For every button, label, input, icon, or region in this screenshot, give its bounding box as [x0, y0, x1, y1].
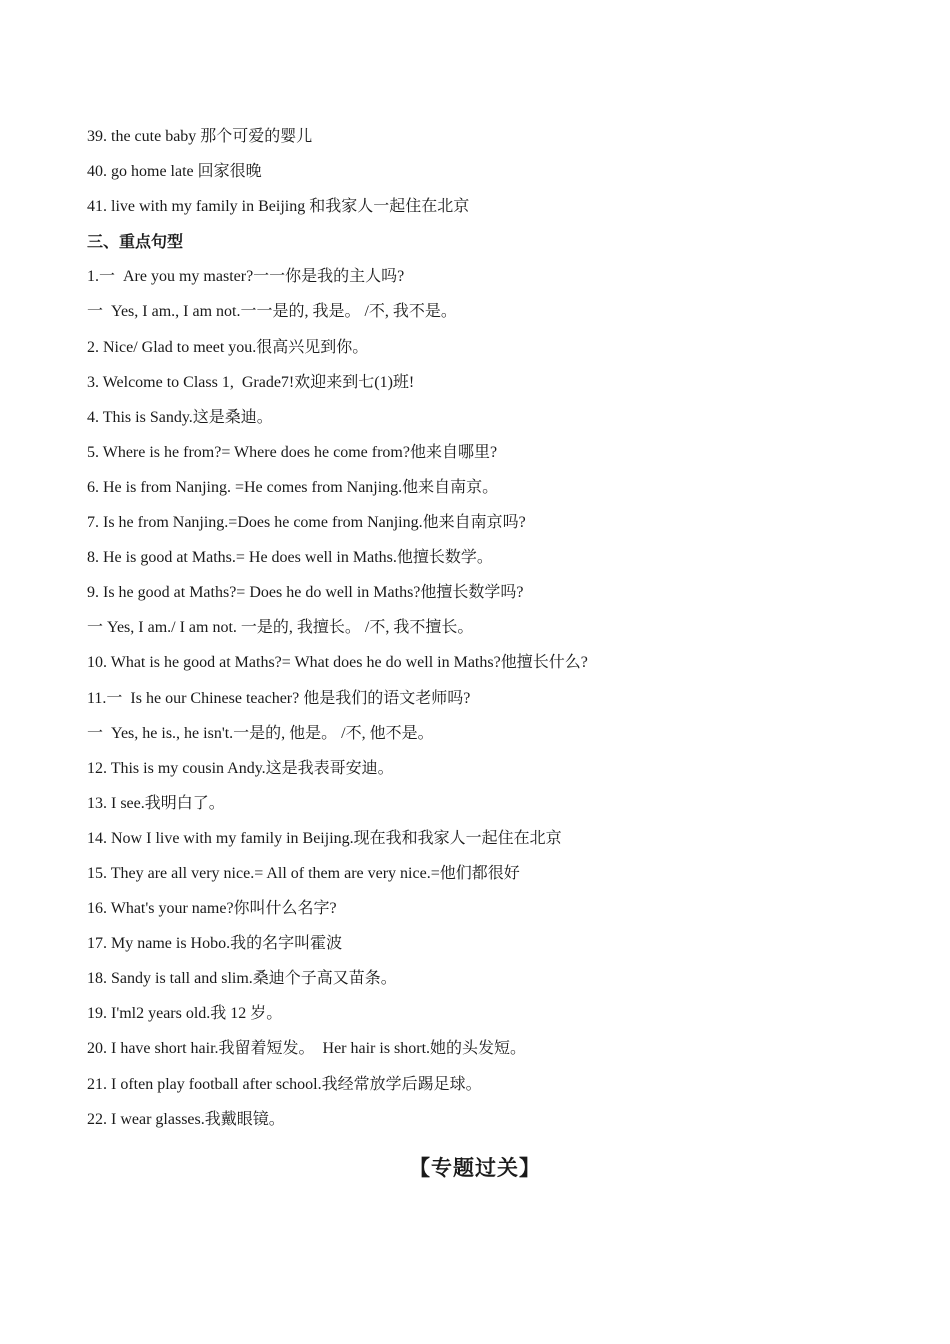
- sentence-line: 10. What is he good at Maths?= What does he do well in Maths?他擅长什么?: [87, 654, 588, 672]
- sentence-line: 一 Yes, I am./ I am not. 一是的, 我擅长。 /不, 我不擅长。: [87, 619, 474, 637]
- sentence-line: 20. I have short hair.我留着短发。 Her hair is short.她的头发短。: [87, 1040, 527, 1058]
- sentence-line: 14. Now I live with my family in Beijing.现在我和我家人一起住在北京: [87, 829, 562, 847]
- sentence-line: 16. What's your name?你叫什么名字?: [87, 900, 337, 918]
- sentence-line: 2. Nice/ Glad to meet you.很高兴见到你。: [87, 338, 369, 356]
- sentence-line: 19. I'ml2 years old.我 12 岁。: [87, 1005, 283, 1023]
- sentence-line: 6. He is from Nanjing. =He comes from Nanjing.他来自南京。: [87, 478, 499, 496]
- sentence-line: 9. Is he good at Maths?= Does he do well in Maths?他擅长数学吗?: [87, 584, 524, 602]
- sentence-line: 11.一 Is he our Chinese teacher? 他是我们的语文老师吗?: [87, 689, 471, 707]
- section-heading: 三、重点句型: [87, 232, 184, 252]
- sentence-line: 15. They are all very nice.= All of them are very nice.=他们都很好: [87, 864, 520, 882]
- sentence-line: 1.一 Are you my master?一一你是我的主人吗?: [87, 268, 405, 286]
- phrase-line: 39. the cute baby 那个可爱的婴儿: [87, 128, 313, 145]
- sentence-line: 18. Sandy is tall and slim.桑迪个子高又苗条。: [87, 970, 397, 988]
- sentence-line: 4. This is Sandy.这是桑迪。: [87, 408, 273, 426]
- sentence-line: 12. This is my cousin Andy.这是我表哥安迪。: [87, 759, 394, 777]
- sentence-line: 17. My name is Hobo.我的名字叫霍波: [87, 935, 343, 953]
- sentence-line: 22. I wear glasses.我戴眼镜。: [87, 1110, 285, 1128]
- sentence-line: 5. Where is he from?= Where does he come from?他来自哪里?: [87, 443, 498, 461]
- section-title: 【专题过关】: [409, 1156, 541, 1180]
- sentence-line: 一 Yes, he is., he isn't.一是的, 他是。 /不, 他不是。: [87, 724, 434, 742]
- sentence-line: 7. Is he from Nanjing.=Does he come from Nanjing.他来自南京吗?: [87, 514, 526, 532]
- sentence-line: 13. I see.我明白了。: [87, 794, 225, 812]
- document-body: [87, 124, 887, 1142]
- sentence-line: 3. Welcome to Class 1, Grade7!欢迎来到七(1)班!: [87, 373, 415, 391]
- sentence-line: 一 Yes, I am., I am not.一一是的, 我是。 /不, 我不是。: [87, 303, 457, 321]
- sentence-line: 21. I often play football after school.我经常放学后踢足球。: [87, 1075, 482, 1093]
- phrase-line: 40. go home late 回家很晚: [87, 163, 262, 181]
- sentence-line: 8. He is good at Maths.= He does well in Maths.他擅长数学。: [87, 549, 493, 567]
- phrase-line: 41. live with my family in Beijing 和我家人一起住在北京: [87, 198, 470, 216]
